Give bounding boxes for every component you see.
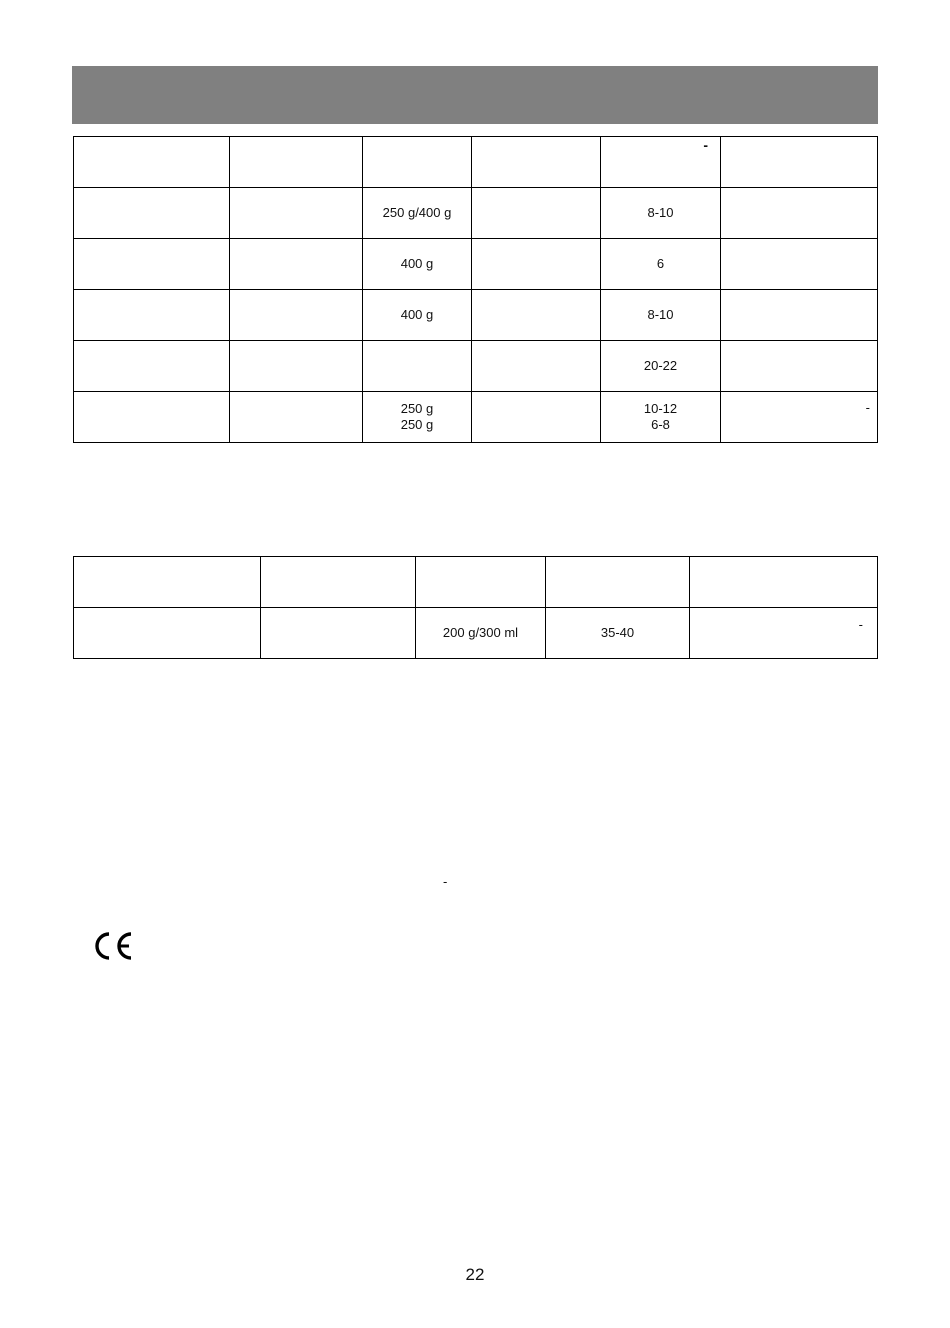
quantity-cell: 200 g/300 ml xyxy=(416,608,546,659)
quantity-cell: 250 g/400 g xyxy=(363,188,472,239)
time-cell: 8-10 xyxy=(601,188,721,239)
table-cell xyxy=(261,608,416,659)
table-cell xyxy=(74,557,261,608)
second-preparation-table xyxy=(73,556,878,659)
quantity-cell xyxy=(363,341,472,392)
table-cell xyxy=(74,290,230,341)
table-row xyxy=(74,341,878,392)
table-cell xyxy=(472,137,601,188)
table-cell xyxy=(416,557,546,608)
table-cell xyxy=(74,137,230,188)
ce-mark-icon xyxy=(92,930,134,962)
table-cell xyxy=(230,290,363,341)
table-cell xyxy=(74,188,230,239)
table-cell xyxy=(230,137,363,188)
table-row xyxy=(74,239,878,290)
text-dash: - xyxy=(443,874,448,889)
preparation-table xyxy=(73,136,878,443)
table-cell xyxy=(472,392,601,443)
table-cell xyxy=(721,290,878,341)
table-cell xyxy=(721,341,878,392)
time-line: 10-12 xyxy=(643,401,678,416)
quantity-cell xyxy=(363,392,472,443)
table-cell xyxy=(721,239,878,290)
quantity-cell: 400 g xyxy=(363,239,472,290)
table-cell xyxy=(472,290,601,341)
table-cell xyxy=(230,392,363,443)
table-cell xyxy=(472,188,601,239)
header-dash: - xyxy=(703,137,708,153)
table-row xyxy=(74,188,878,239)
table-cell xyxy=(230,239,363,290)
time-cell: 6 xyxy=(601,239,721,290)
table-cell xyxy=(546,557,690,608)
page-number: 22 xyxy=(465,1265,485,1284)
table-cell xyxy=(601,137,721,188)
quantity-line: 250 g xyxy=(400,401,434,416)
table-cell xyxy=(230,188,363,239)
table-cell xyxy=(690,557,878,608)
table-cell xyxy=(74,239,230,290)
table-cell xyxy=(721,188,878,239)
table-header-row xyxy=(74,557,878,608)
table-row xyxy=(74,608,878,659)
table-cell xyxy=(721,137,878,188)
table-cell xyxy=(363,137,472,188)
table-cell xyxy=(74,392,230,443)
quantity-cell: 400 g xyxy=(363,290,472,341)
row-dash: - xyxy=(865,400,870,415)
time-cell: 8-10 xyxy=(601,290,721,341)
table-row xyxy=(74,392,878,443)
section-header-bar xyxy=(72,66,878,124)
table-cell xyxy=(230,341,363,392)
table-cell xyxy=(472,341,601,392)
table-cell xyxy=(690,608,878,659)
time-cell xyxy=(601,392,721,443)
table-header-row xyxy=(74,137,878,188)
quantity-line: 250 g xyxy=(400,417,434,432)
time-cell: 35-40 xyxy=(546,608,690,659)
row-dash: - xyxy=(858,617,863,632)
time-line: 6-8 xyxy=(651,417,670,432)
table-cell xyxy=(721,392,878,443)
table-cell xyxy=(74,608,261,659)
table-cell xyxy=(472,239,601,290)
table-cell xyxy=(261,557,416,608)
time-cell: 20-22 xyxy=(601,341,721,392)
table-row xyxy=(74,290,878,341)
table-cell xyxy=(74,341,230,392)
